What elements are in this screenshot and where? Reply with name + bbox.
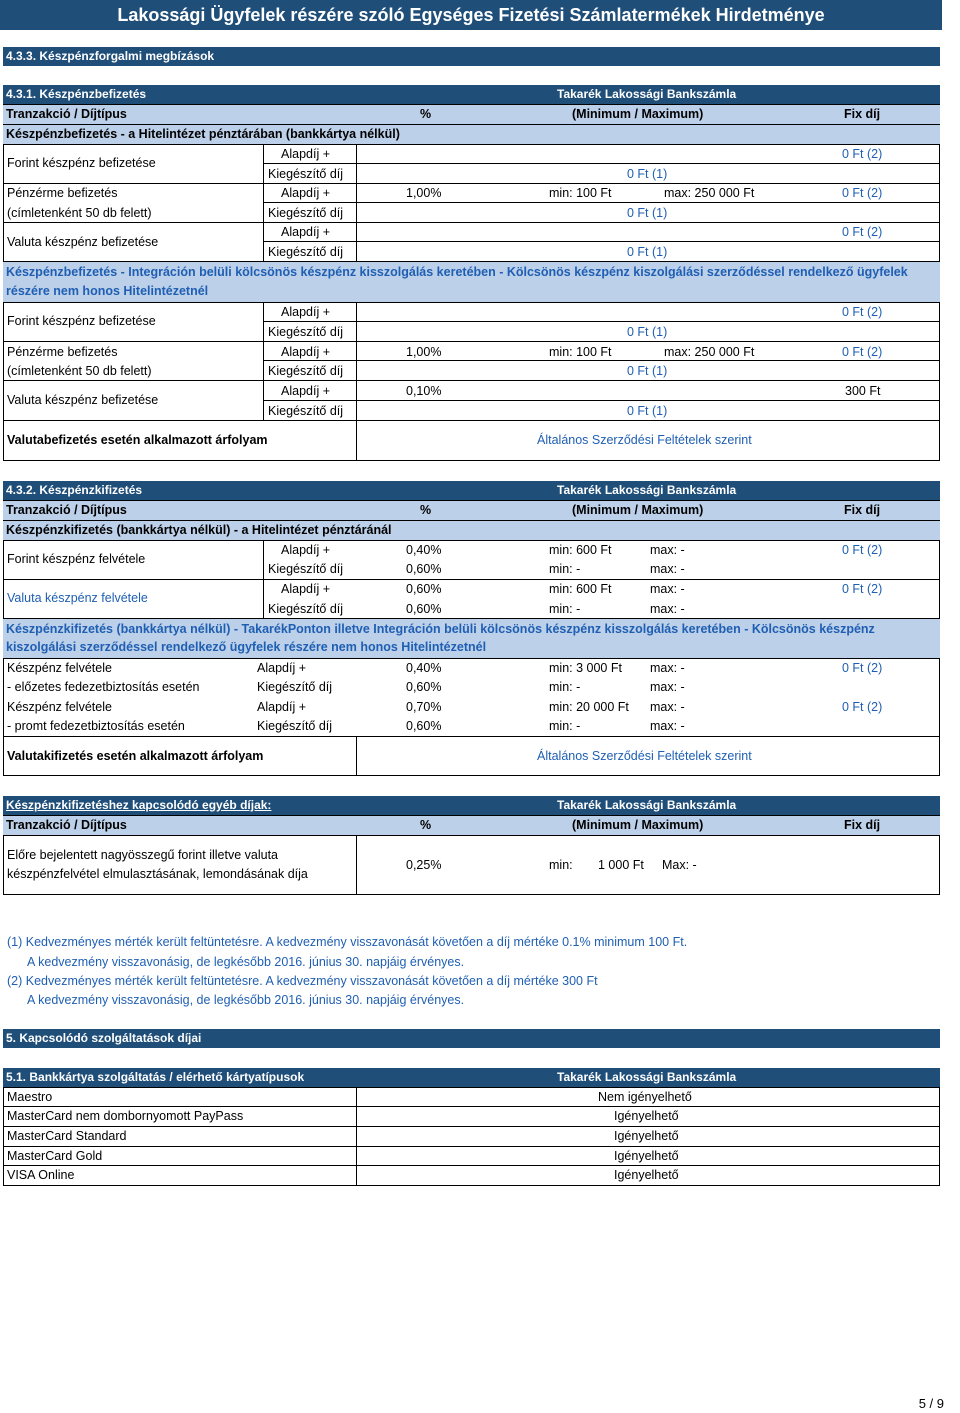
card-types-header: 5.1. Bankkártya szolgáltatás / elérhető kártyatípusok Takarék Lakossági Bankszámla xyxy=(3,1068,940,1087)
group-row: Készpénzkifizetés (bankkártya nélkül) - TakarékPonton illetve Integráción belüli kölcsönös készpénz kisszolgálás keretében - Kölcsönös készpénz kiszolgálási szerződéssel rendelkező ügyfelek részére nem honos Hitelintézetnél xyxy=(3,619,940,658)
column-header-row: Tranzakció / Díjtípus % (Minimum / Maximum) Fix díj xyxy=(3,104,940,124)
footnote: A kedvezmény visszavonásig, de legkésőbb 2016. június 30. napjáig érvényes. xyxy=(27,955,465,969)
row-label: Pénzérme befizetés xyxy=(7,345,118,359)
page-number: 5 / 9 xyxy=(918,1396,944,1411)
footnote: A kedvezmény visszavonásig, de legkésőbb 2016. június 30. napjáig érvényes. xyxy=(27,993,465,1007)
row-label: Valuta készpénz befizetése xyxy=(7,235,159,249)
section-title: 4.3.3. Készpénzforgalmi megbízások xyxy=(6,49,215,63)
table-431-header: 4.3.1. Készpénzbefizetés Takarék Lakossági Bankszámla xyxy=(3,85,940,104)
table-row: MasterCard nem dombornyomott PayPass xyxy=(7,1109,244,1123)
row-label: Forint készpénz felvétele xyxy=(7,552,146,566)
group-row: Készpénzkifizetés (bankkártya nélkül) - a Hitelintézet pénztáránál xyxy=(3,520,940,540)
table-432-header: 4.3.2. Készpénzkifizetés Takarék Lakossági Bankszámla xyxy=(3,481,940,500)
row-label: Készpénz felvétele xyxy=(7,661,112,675)
section-heading-5: 5. Kapcsolódó szolgáltatások díjai xyxy=(3,1029,940,1048)
group-row: Készpénzbefizetés - Integráción belüli kölcsönös készpénz kisszolgálás keretében - Kölcsönös készpénz kiszolgálási szerződéssel rendelkező ügyfelek részére nem honos Hitelintézetnél xyxy=(3,262,940,303)
table-row: MasterCard Gold xyxy=(7,1149,103,1163)
group-row: Készpénzbefizetés - a Hitelintézet pénztárában (bankkártya nélkül) xyxy=(3,124,940,144)
page-title: Lakossági Ügyfelek részére szóló Egységes Fizetési Számlatermékek Hirdetménye xyxy=(0,0,942,30)
row-label: Forint készpénz befizetése xyxy=(7,156,156,170)
column-header-row: Tranzakció / Díjtípus % (Minimum / Maximum) Fix díj xyxy=(3,815,940,835)
rate-value: Általános Szerződési Feltételek szerint xyxy=(537,433,752,447)
row-label: Készpénz felvétele xyxy=(7,700,112,714)
table-other-header: Készpénzkifizetéshez kapcsolódó egyéb díjak: Takarék Lakossági Bankszámla xyxy=(3,796,940,815)
table-row: Maestro xyxy=(7,1090,53,1104)
row-label: Valuta készpénz befizetése xyxy=(7,393,159,407)
footnote: (1) Kedvezményes mérték került feltüntetésre. A kedvezmény visszavonását követően a díj mértéke 0.1% minimum 100 Ft. xyxy=(7,935,688,949)
table-row: VISA Online xyxy=(7,1168,75,1182)
rate-label: Valutakifizetés esetén alkalmazott árfolyam xyxy=(7,749,264,763)
rate-label: Valutabefizetés esetén alkalmazott árfolyam xyxy=(7,433,268,447)
row-label: Pénzérme befizetés xyxy=(7,186,118,200)
section-heading-433 xyxy=(3,47,940,66)
row-label: Valuta készpénz felvétele xyxy=(7,591,148,605)
table-row: MasterCard Standard xyxy=(7,1129,127,1143)
rate-value: Általános Szerződési Feltételek szerint xyxy=(537,749,752,763)
footnote: (2) Kedvezményes mérték került feltüntetésre. A kedvezmény visszavonását követően a díj mértéke 300 Ft xyxy=(7,974,598,988)
column-header-row: Tranzakció / Díjtípus % (Minimum / Maximum) Fix díj xyxy=(3,500,940,520)
row-label: Forint készpénz befizetése xyxy=(7,314,156,328)
row-label: Előre bejelentett nagyösszegű forint illetve valuta xyxy=(7,848,278,862)
